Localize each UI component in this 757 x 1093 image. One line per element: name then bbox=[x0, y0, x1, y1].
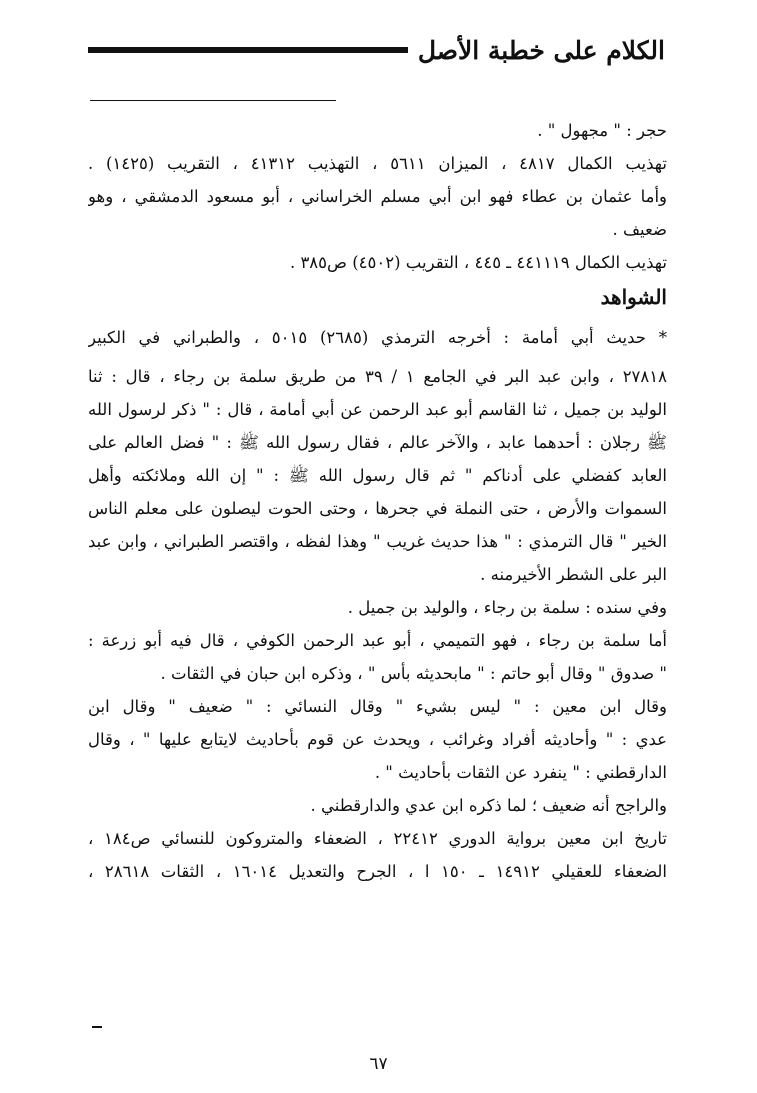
text-line: والراجح أنه ضعيف ؛ لما ذكره ابن عدي والدارقطني . bbox=[310, 796, 667, 815]
text-line: تهذيب الكمال ٤٨١٧ ، الميزان ٥٦١١ ، التهذيب ٤١٣١٢ ، التقريب (١٤٢٥) . bbox=[88, 154, 667, 173]
header-rule bbox=[88, 47, 408, 53]
page-number: ٦٧ bbox=[369, 1054, 388, 1074]
text-line: ﷺ رجلان : أحدهما عابد ، والآخر عالم ، فقال رسول الله ﷺ : " فضل العالم على bbox=[88, 433, 667, 452]
text-line: الخير " قال الترمذي : " هذا حديث غريب " وهذا لفظه ، واقتصر الطبراني ، وابن عبد bbox=[88, 532, 667, 551]
running-header bbox=[88, 28, 665, 72]
header-title: الكلام على خطبة الأصل bbox=[417, 35, 665, 65]
text-line: العابد كفضلي على أدناكم " ثم قال رسول الله ﷺ : " إن الله وملائكته وأهل bbox=[88, 466, 667, 485]
text-line: البر على الشطر الأخيرمنه . bbox=[480, 565, 667, 584]
text-line: ٢٧٨١٨ ، وابن عبد البر في الجامع ١ / ٣٩ من طريق سلمة بن رجاء ، قال : ثنا bbox=[88, 367, 667, 386]
text-line: وقال ابن معين : " ليس بشيء " وقال النسائي : " ضعيف " وقال ابن bbox=[88, 697, 667, 716]
text-line: تهذيب الكمال ٤٤١١١٩ ـ ٤٤٥ ، التقريب (٤٥٠٢) ص٣٨٥ . bbox=[289, 253, 667, 272]
text-line: وفي سنده : سلمة بن رجاء ، والوليد بن جميل . bbox=[347, 598, 667, 617]
text-line: الضعفاء للعقيلي ١٤٩١٢ ـ ١٥٠ ا ، الجرح والتعديل ١٦٠١٤ ، الثقات ٢٨٦١٨ ، bbox=[88, 862, 667, 881]
text-line: * حديث أبي أمامة : أخرجه الترمذي (٢٦٨٥) ٥٠١٥ ، والطبراني في الكبير bbox=[88, 328, 667, 347]
text-line: عدي : " وأحاديثه أفراد وغرائب ، ويحدث عن قوم بأحاديث لايتابع عليها " ، وقال bbox=[88, 730, 667, 749]
text-line: السموات والأرض ، حتى النملة في جحرها ، وحتى الحوت ليصلون على معلم الناس bbox=[88, 499, 667, 518]
text-line: " صدوق " وقال أبو حاتم : " مابحديثه بأس " ، وذكره ابن حبان في الثقات . bbox=[160, 664, 667, 683]
text-line: الوليد بن جميل ، ثنا القاسم أبو عبد الرحمن عن أبي أمامة ، قال : " ذكر لرسول الله bbox=[88, 400, 667, 419]
text-line: الدارقطني : " ينفرد عن الثقات بأحاديث " . bbox=[374, 763, 667, 782]
footnote-divider bbox=[90, 100, 336, 101]
text-line: وأما عثمان بن عطاء فهو ابن أبي مسلم الخراساني ، أبو مسعود الدمشقي ، وهو bbox=[88, 187, 667, 206]
section-heading: الشواهد bbox=[600, 285, 667, 309]
continuation-mark bbox=[92, 1026, 102, 1028]
text-line: تاريخ ابن معين برواية الدوري ٢٢٤١٢ ، الضعفاء والمتروكون للنسائي ص١٨٤ ، bbox=[88, 829, 667, 848]
text-line: أما سلمة بن رجاء ، فهو التميمي ، أبو عبد الرحمن الكوفي ، قال فيه أبو زرعة : bbox=[88, 631, 667, 650]
text-line: حجر : " مجهول " . bbox=[537, 121, 667, 140]
page-body bbox=[88, 114, 667, 888]
text-line: ضعيف . bbox=[612, 220, 667, 239]
